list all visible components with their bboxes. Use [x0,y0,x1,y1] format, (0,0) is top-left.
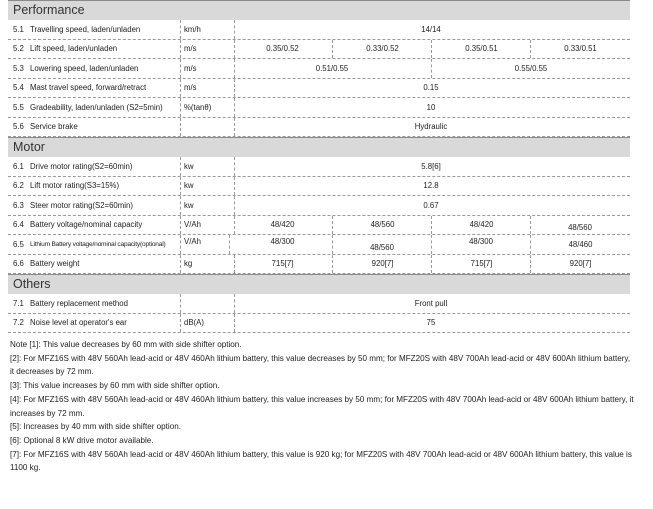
spec-sheet [8,0,630,333]
row-number: 6.4 [13,220,24,230]
row-description: Lift motor rating(S3=15%) [30,181,120,191]
spec-row-6-3 [8,196,630,216]
row-unit: V/Ah [180,235,230,254]
row-description: Mast travel speed, forward/retract [30,83,147,93]
row-number: 7.2 [13,318,24,328]
spec-row-7-2 [8,314,630,334]
row-number: 6.5 [13,239,24,249]
row-description: Lithium Battery voltage/nominal capacity(optional) [30,240,166,248]
spec-row-5-5 [8,98,630,118]
row-description: Lift speed, laden/unladen [30,44,118,54]
row-number: 6.3 [13,200,24,210]
row-description: Noise level at operator's ear [30,318,127,328]
row-value-4: 48/560 [530,216,629,235]
spec-row-5-3 [8,59,630,79]
row-value-2: 920[7] [332,255,432,274]
row-unit: kw [180,177,235,196]
row-number: 5.4 [13,83,24,93]
row-value-1: 0.51/0.55 [315,63,349,73]
row-description: Service brake [30,122,78,132]
row-unit: kw [180,157,235,176]
row-unit [180,294,235,313]
spec-row-5-6 [8,118,630,138]
row-value-1: 48/420 [270,220,295,230]
row-value: Front pull [414,298,448,308]
row-value-2: 0.33/0.52 [332,40,432,59]
row-unit: m/s [180,40,235,59]
row-description: Battery replacement method [30,298,128,308]
spec-row-5-4 [8,79,630,99]
section-header-others: Others [8,274,630,294]
row-description: Battery voltage/nominal capacity [30,220,143,230]
row-value: 0.15 [423,83,439,93]
spec-row-6-1 [8,157,630,177]
spec-row-6-5 [8,235,630,255]
row-number: 7.1 [13,298,24,308]
row-value: 75 [426,318,436,328]
footnotes [10,338,635,475]
row-value: 10 [426,102,436,112]
row-value-4: 0.33/0.51 [530,40,630,59]
row-unit: kg [180,255,235,274]
row-number: 5.1 [13,24,24,34]
row-value-3: 0.35/0.51 [431,40,531,59]
row-number: 5.3 [13,63,24,73]
footnote: [6]: Optional 8 kW drive motor available. [10,435,154,445]
footnote: [5]: Increases by 40 mm with side shifter option. [10,422,181,432]
row-value-2: 48/560 [332,235,431,254]
row-unit: km/h [180,20,235,39]
row-value: 12.8 [423,181,439,191]
row-description: Steer motor rating(S2=60min) [30,200,133,210]
row-number: 6.2 [13,181,24,191]
spec-row-5-1 [8,20,630,40]
row-unit: V/Ah [180,216,235,235]
row-unit: m/s [180,59,235,78]
footnote: [2]: For MFZ16S with 48V 560Ah lead-acid or 48V 460Ah lithium battery, this value decreases by 50 mm; for MFZ20S with 48V 700Ah lead-acid or 48V 600Ah lithium battery, it decreases by 72 mm. [10,353,631,377]
row-value-3: 48/420 [431,216,531,235]
row-unit: dB(A) [180,314,235,333]
row-value-4: 48/460 [530,235,630,254]
row-number: 6.1 [13,161,24,171]
section-header-motor: Motor [8,137,630,157]
footnote: Note [1]: This value decreases by 60 mm with side shifter option. [10,340,242,349]
row-description: Gradeability, laden/unladen (S2=5min) [30,102,163,112]
row-unit: kw [180,196,235,215]
row-unit [180,118,235,137]
row-value-3: 48/300 [431,235,530,254]
spec-row-5-2 [8,40,630,60]
row-unit: %(tanθ) [180,98,235,117]
spec-row-6-4 [8,216,630,236]
section-header-performance: Performance [8,0,630,20]
row-value-4: 920[7] [530,255,630,274]
spec-row-7-1 [8,294,630,314]
row-description: Drive motor rating(S2=60min) [30,161,133,171]
row-value-1: 0.35/0.52 [266,44,299,54]
row-description: Travelling speed, laden/unladen [30,24,141,34]
row-number: 6.6 [13,259,24,269]
footnote: [3]: This value increases by 60 mm with side shifter option. [10,381,220,391]
spec-row-6-2 [8,177,630,197]
row-description: Lowering speed, laden/unladen [30,63,139,73]
row-value-2: 0.55/0.55 [431,59,630,78]
row-number: 5.5 [13,102,24,112]
footnote: [7]: For MFZ16S with 48V 560Ah lead-acid or 48V 460Ah lithium battery, this value is 920 kg; for MFZ20S with 48V 700Ah lead-acid or 48V 600Ah lithium battery, this value is 1100 kg. [10,449,632,473]
row-value: 5.8[6] [421,161,441,171]
footnote: [4]: For MFZ16S with 48V 560Ah lead-acid or 48V 460Ah lithium battery, this value increases by 50 mm; for MFZ20S with 48V 700Ah lead-acid or 48V 600Ah lithium battery, it increases by 72 mm. [10,394,634,418]
row-value-2: 48/560 [332,216,432,235]
row-number: 5.6 [13,122,24,132]
row-value: Hydraulic [414,122,448,132]
row-value: 14/14 [421,24,441,34]
spec-row-6-6 [8,255,630,275]
row-value: 0.67 [423,200,439,210]
row-value-1: 715[7] [271,259,294,269]
row-unit: m/s [180,79,235,98]
row-value-3: 715[7] [431,255,531,274]
row-description: Battery weight [30,259,80,269]
row-number: 5.2 [13,44,24,54]
row-value-1: 48/300 [270,237,295,246]
